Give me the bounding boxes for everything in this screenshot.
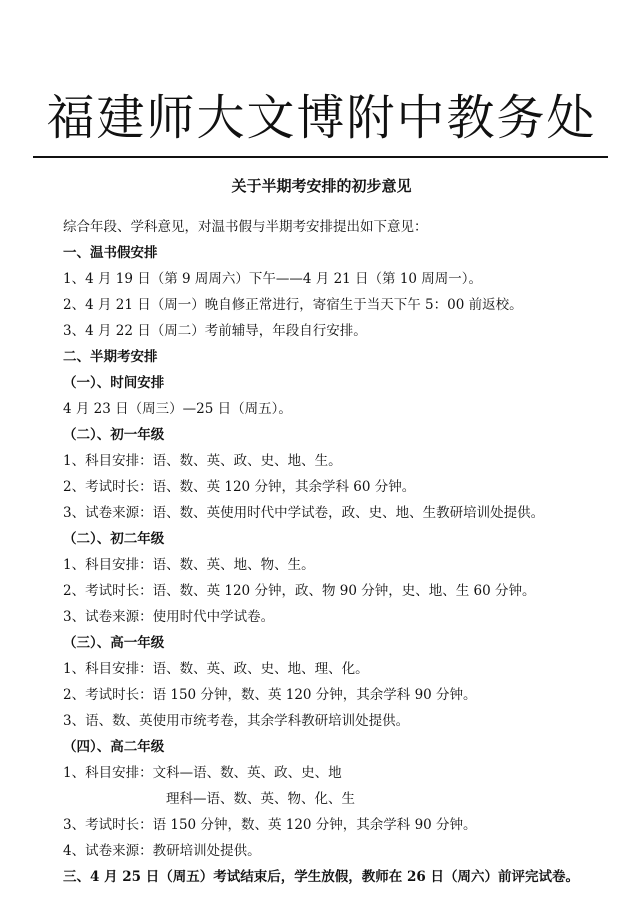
section-heading: （二）、初一年级 xyxy=(63,427,165,443)
body-line: 3、4 月 22 日（周二）考前辅导，年段自行安排。 xyxy=(63,323,367,339)
body-line: 2、考试时长：语、数、英 120 分钟，其余学科 60 分钟。 xyxy=(63,479,416,495)
header-divider xyxy=(33,156,608,158)
body-line: 综合年段、学科意见，对温书假与半期考安排提出如下意见： xyxy=(63,219,428,235)
body-line: 3、语、数、英使用市统考卷，其余学科教研培训处提供。 xyxy=(63,713,410,729)
document-heading: 关于半期考安排的初步意见 xyxy=(231,177,412,195)
body-line: 1、科目安排：语、数、英、政、史、地、生。 xyxy=(63,453,342,469)
section-heading: （三）、高一年级 xyxy=(63,635,165,651)
body-line: 2、4 月 21 日（周一）晚自修正常进行，寄宿生于当天下午 5：00 前返校。 xyxy=(63,297,523,313)
body-line: 1、科目安排：语、数、英、政、史、地、理、化。 xyxy=(63,661,369,677)
section-heading: （四）、高二年级 xyxy=(63,739,165,755)
section-heading: 二、半期考安排 xyxy=(63,349,158,365)
body-line: 3、试卷来源：使用时代中学试卷。 xyxy=(63,609,275,625)
document-body xyxy=(63,214,623,890)
body-line: 1、科目安排：语、数、英、地、物、生。 xyxy=(63,557,315,573)
body-line: 4 月 23 日（周三）—25 日（周五）。 xyxy=(63,401,292,417)
section-heading: （二）、初二年级 xyxy=(63,531,165,547)
body-line: 理科—语、数、英、物、化、生 xyxy=(63,791,355,807)
section-heading: （一）、时间安排 xyxy=(63,375,165,391)
body-line: 2、考试时长：语 150 分钟，数、英 120 分钟，其余学科 90 分钟。 xyxy=(63,687,477,703)
body-line: 3、考试时长：语 150 分钟，数、英 120 分钟，其余学科 90 分钟。 xyxy=(63,817,477,833)
body-line: 1、科目安排：文科—语、数、英、政、史、地 xyxy=(63,765,342,781)
body-line: 1、4 月 19 日（第 9 周周六）下午——4 月 21 日（第 10 周周一）。 xyxy=(63,271,483,287)
body-line: 4、试卷来源：教研培训处提供。 xyxy=(63,843,261,859)
page-title: 福建师大文博附中教务处 xyxy=(46,90,597,146)
body-line: 3、试卷来源：语、数、英使用时代中学试卷，政、史、地、生教研培训处提供。 xyxy=(63,505,545,521)
section-heading: 一、温书假安排 xyxy=(63,245,158,261)
section-heading: 三、4 月 25 日（周五）考试结束后，学生放假，教师在 26 日（周六）前评完试卷。 xyxy=(63,869,579,885)
body-line: 2、考试时长：语、数、英 120 分钟，政、物 90 分钟，史、地、生 60 分钟。 xyxy=(63,583,536,599)
